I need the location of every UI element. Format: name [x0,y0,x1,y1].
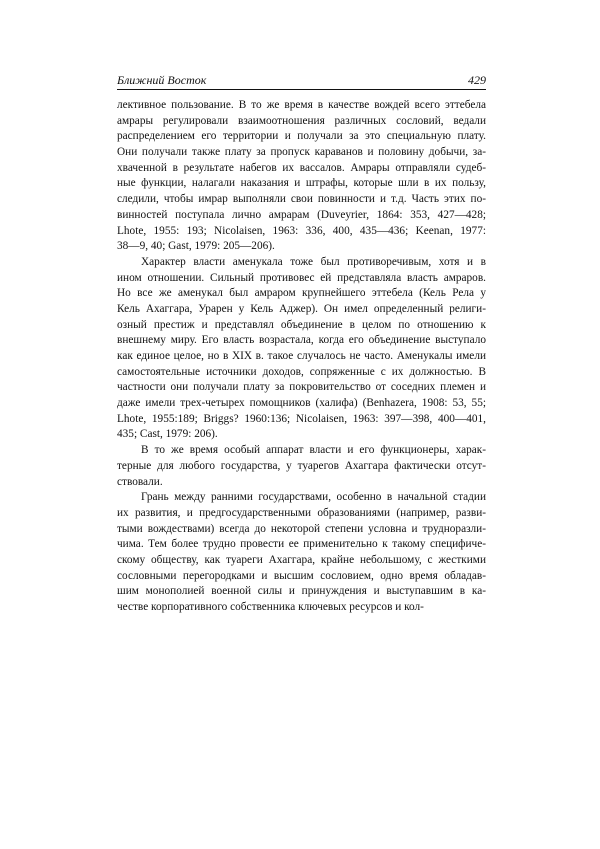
running-header [117,73,486,87]
text-line: Но все же аменукал был амраром крупнейшего эттебела (Кель Рела у [117,287,486,300]
text-line: В то же время особый аппарат власти и его функционеры, харак- [141,444,486,457]
body-text [117,98,486,616]
text-line: ствовали. [117,475,163,488]
text-line: Lhote, 1955:189; Briggs? 1960:136; Nicolaisen, 1963: 397—398, 400—401, [117,412,486,425]
text-line: сословными перегородками и высшим сословием, одно время обладав- [117,569,486,582]
paragraph [117,443,486,490]
text-line: 38—9, 40; Gast, 1979: 205—206). [117,240,275,253]
text-line: честве корпоративного собственника ключевых ресурсов и кол- [117,601,424,613]
text-line: 435; Cast, 1979: 206). [117,428,218,441]
text-line: лективное пользование. В то же время в качестве вождей всего эттебела [117,99,486,111]
text-line: Кель Ахаггара, Урарен у Кель Аджер). Он имел определенный религи- [117,302,486,315]
header-rule [117,89,486,90]
running-title: Ближний Восток [117,73,207,87]
text-line: распределением его территории и получали за это специальную плату. [117,130,486,143]
text-line: чима. Тем более трудно провести ее применительно к такому специфиче- [117,538,486,551]
text-line: внешнему миру. Его власть возрастала, когда его объединение выступало [117,334,486,347]
text-line: тыми вождествами) всегда до некоторой степени условна и трудноразли- [117,522,486,535]
text-line: Грань между ранними государствами, особенно в начальной стадии [141,491,486,504]
text-line: следили, чтобы имрар выполняли свои повинности и т.д. Часть этих по- [117,193,486,206]
page-number: 429 [468,73,486,87]
text-line: скому обществу, как туареги Ахаггара, крайне небольшому, с жесткими [117,553,486,566]
paragraph [117,98,486,255]
text-line: частности они получали плату за покровительство от соседних племен и [117,381,486,394]
text-line: их развития, и предгосударственными образованиями (например, разви- [117,506,486,519]
text-line: как единое целое, но в XIX в. такое случалось не часто. Аменукалы имели [117,350,486,362]
paragraph [117,490,486,616]
text-line: озный престиж и представлял объединение в целом по отношению к [117,318,486,331]
text-line: Характер власти аменукала тоже был противоречивым, хотя и в [141,255,486,268]
text-line: винностей поступала лично амрарам (Duveyrier, 1864: 353, 427—428; [117,208,486,221]
paragraph [117,255,486,443]
text-line: терные для любого государства, у туарегов Ахаггара фактически отсут- [117,459,486,472]
text-line: самостоятельные источники доходов, сопряженные с их должностью. В [117,365,486,378]
text-line: амрары регулировали взаимоотношения различных сословий, ведали [117,114,486,127]
text-line: шим монополией военной силы и принуждения и выступавшим в ка- [117,585,486,598]
text-line: хваченной в результате набегов их вассалов. Амрары отправляли судеб- [117,161,486,174]
text-line: Lhote, 1955: 193; Nicolaisen, 1963: 336, 400, 435—436; Keenan, 1977: [117,224,486,237]
text-line: ные функции, налагали наказания и штрафы, которые шли в их пользу, [117,177,486,190]
text-line: ином отношении. Сильный противовес ей представляла власть амраров. [117,271,486,284]
text-line: Они получали также плату за пропуск караванов и половину добычи, за- [117,146,486,159]
text-line: даже имели трех-четырех помощников (халифа) (Benhazera, 1908: 53, 55; [117,397,486,410]
